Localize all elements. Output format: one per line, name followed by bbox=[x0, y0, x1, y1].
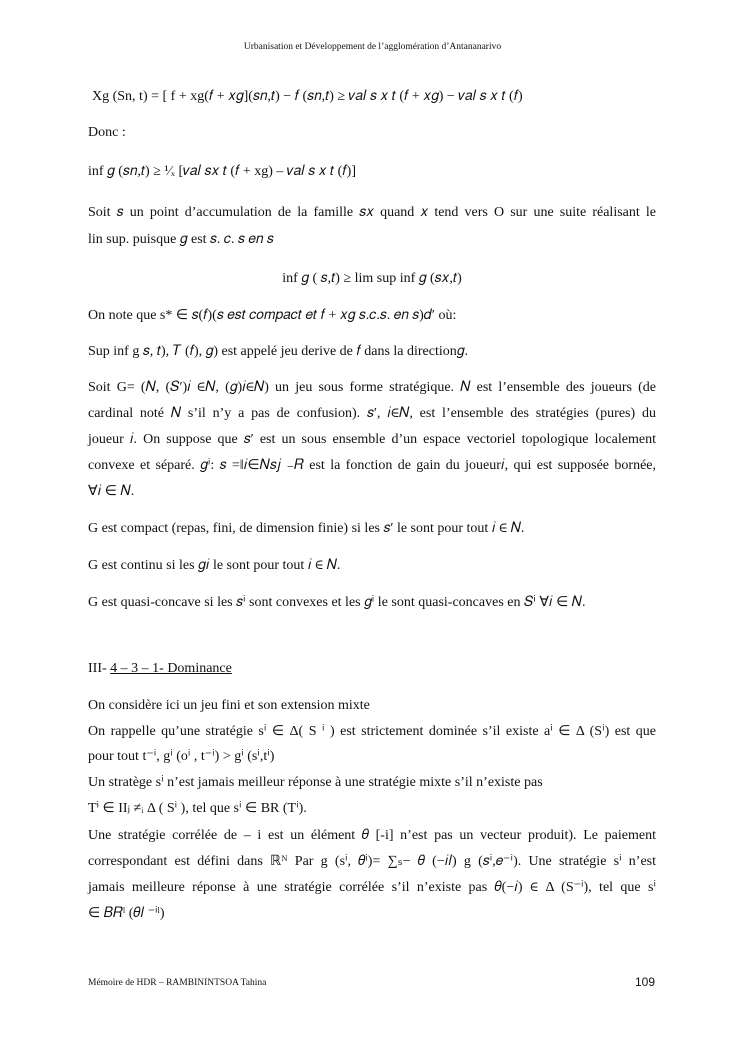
paragraph: joueur 𝑖. On suppose que 𝑠′ est un sous ensemble d’un espace vectoriel topologique localement bbox=[88, 432, 656, 447]
footer-text: Mémoire de HDR – RAMBININTSOA Tahina bbox=[88, 978, 267, 988]
paragraph: Soit 𝑠 un point d’accumulation de la famille 𝑠𝑥 quand 𝑥 tend vers O sur une suite réalisant le bbox=[88, 205, 656, 220]
equation: inf 𝑔 (𝑠𝑛,𝑡) ≥ ¹⁄ₓ [𝑣𝑎𝑙 𝑠𝑥 𝑡 (𝑓 + xg) – 𝑣𝑎𝑙 𝑠 𝑥 𝑡 (𝑓)] bbox=[88, 164, 356, 179]
paragraph: jamais meilleure réponse à une stratégie corrélée s’il n’existe pas 𝜃(−𝑖) ∈ Δ (S⁻ⁱ), tel que sⁱ bbox=[88, 880, 656, 895]
paragraph: Un stratège sⁱ n’est jamais meilleur réponse à une stratégie mixte s’il n’existe pas bbox=[88, 775, 543, 790]
paragraph: Une stratégie corrélée de – i est un élément 𝜃 [-i] n’est pas un vecteur produit). Le paiement bbox=[88, 828, 656, 843]
paragraph: convexe et séparé. 𝑔ⁱ: 𝑠 =‖𝑖∈𝑁𝑠𝑗 ₋𝑅 est la fonction de gain du joueur𝑖, qui est supposée bornée, bbox=[88, 458, 656, 473]
paragraph: On rappelle qu’une stratégie sⁱ ∈ Δ( S ⁱ ) est strictement dominée s’il existe aⁱ ∈ Δ (Sⁱ) est que bbox=[88, 724, 656, 739]
paragraph: G est quasi-concave si les 𝑠ⁱ sont convexes et les 𝑔ⁱ le sont quasi-concaves en 𝑆ⁱ ∀𝑖 ∈ 𝑁. bbox=[88, 595, 586, 610]
paragraph: correspondant est défini dans ℝᴺ Par g (sⁱ, 𝜃ⁱ)= ∑ₛ− 𝜃 (−𝑖𝑙) g (𝑠ⁱ,𝑒⁻ⁱ). Une stratégie sⁱ n’est bbox=[88, 854, 656, 869]
paragraph: ∀𝑖 ∈ 𝑁. bbox=[88, 484, 135, 499]
paragraph: Donc : bbox=[88, 125, 126, 140]
paragraph: On considère ici un jeu fini et son extension mixte bbox=[88, 698, 370, 713]
equation: Xg (Sn, t) = [ f + xg(𝑓 + 𝑥𝑔](𝑠𝑛,𝑡) − 𝑓 (𝑠𝑛,𝑡) ≥ 𝑣𝑎𝑙 𝑠 𝑥 𝑡 (𝑓 + 𝑥𝑔) − 𝑣𝑎𝑙 𝑠 𝑥 𝑡 (𝑓) bbox=[92, 89, 523, 104]
paragraph: Tⁱ ∈ IIⱼ ≠ᵢ Δ ( Sⁱ ), tel que sⁱ ∈ BR (Tⁱ). bbox=[88, 801, 307, 816]
section-prefix: III- bbox=[88, 661, 111, 676]
section-title: 4 – 3 – 1- Dominance bbox=[110, 661, 232, 676]
paragraph: lin sup. puisque 𝑔 est 𝑠. 𝑐. 𝑠 𝑒𝑛 𝑠 bbox=[88, 232, 274, 247]
section-heading bbox=[88, 660, 656, 678]
paragraph: On note que s* ∈ 𝑠(𝑓)(𝑠 𝑒𝑠𝑡 𝑐𝑜𝑚𝑝𝑎𝑐𝑡 𝑒𝑡 𝑓 + 𝑥𝑔 𝑠.𝑐.𝑠. 𝑒𝑛 𝑠)𝑑′ où: bbox=[88, 308, 457, 323]
page-number: 109 bbox=[634, 975, 655, 989]
paragraph: Sup inf g 𝑠, 𝑡), 𝑇 (𝑓), 𝑔) est appelé jeu derive de 𝑓 dans la direction𝑔. bbox=[88, 344, 468, 359]
running-header: Urbanisation et Développement de l’agglomération d’Antananarivo bbox=[243, 42, 502, 52]
paragraph: G est compact (repas, fini, de dimension finie) si les 𝑠′ le sont pour tout 𝑖 ∈ 𝑁. bbox=[88, 521, 525, 536]
paragraph: Soit G= (𝑁, (𝑆′)𝑖 ∈𝑁, (𝑔)𝑖∈𝑁) un jeu sous forme stratégique. 𝑁 est l’ensemble des joueurs (de bbox=[88, 380, 656, 395]
equation: inf 𝑔 ( 𝑠,𝑡) ≥ lim sup inf 𝑔 (𝑠𝑥,𝑡) bbox=[282, 271, 462, 286]
paragraph: G est continu si les 𝑔𝑖 le sont pour tout 𝑖 ∈ 𝑁. bbox=[88, 558, 341, 573]
paragraph: pour tout t⁻ⁱ, gⁱ (oⁱ , t⁻ⁱ) > gⁱ (sⁱ,tⁱ) bbox=[88, 749, 275, 764]
paragraph: ∈ 𝐵𝑅ˡ (𝜃𝑙 ⁻ⁱˡ) bbox=[88, 906, 165, 921]
paragraph: cardinal noté 𝑁 s’il n’y a pas de confusion). 𝑠′, 𝑖∈𝑁, est l’ensemble des stratégies (pures) du bbox=[88, 406, 656, 421]
